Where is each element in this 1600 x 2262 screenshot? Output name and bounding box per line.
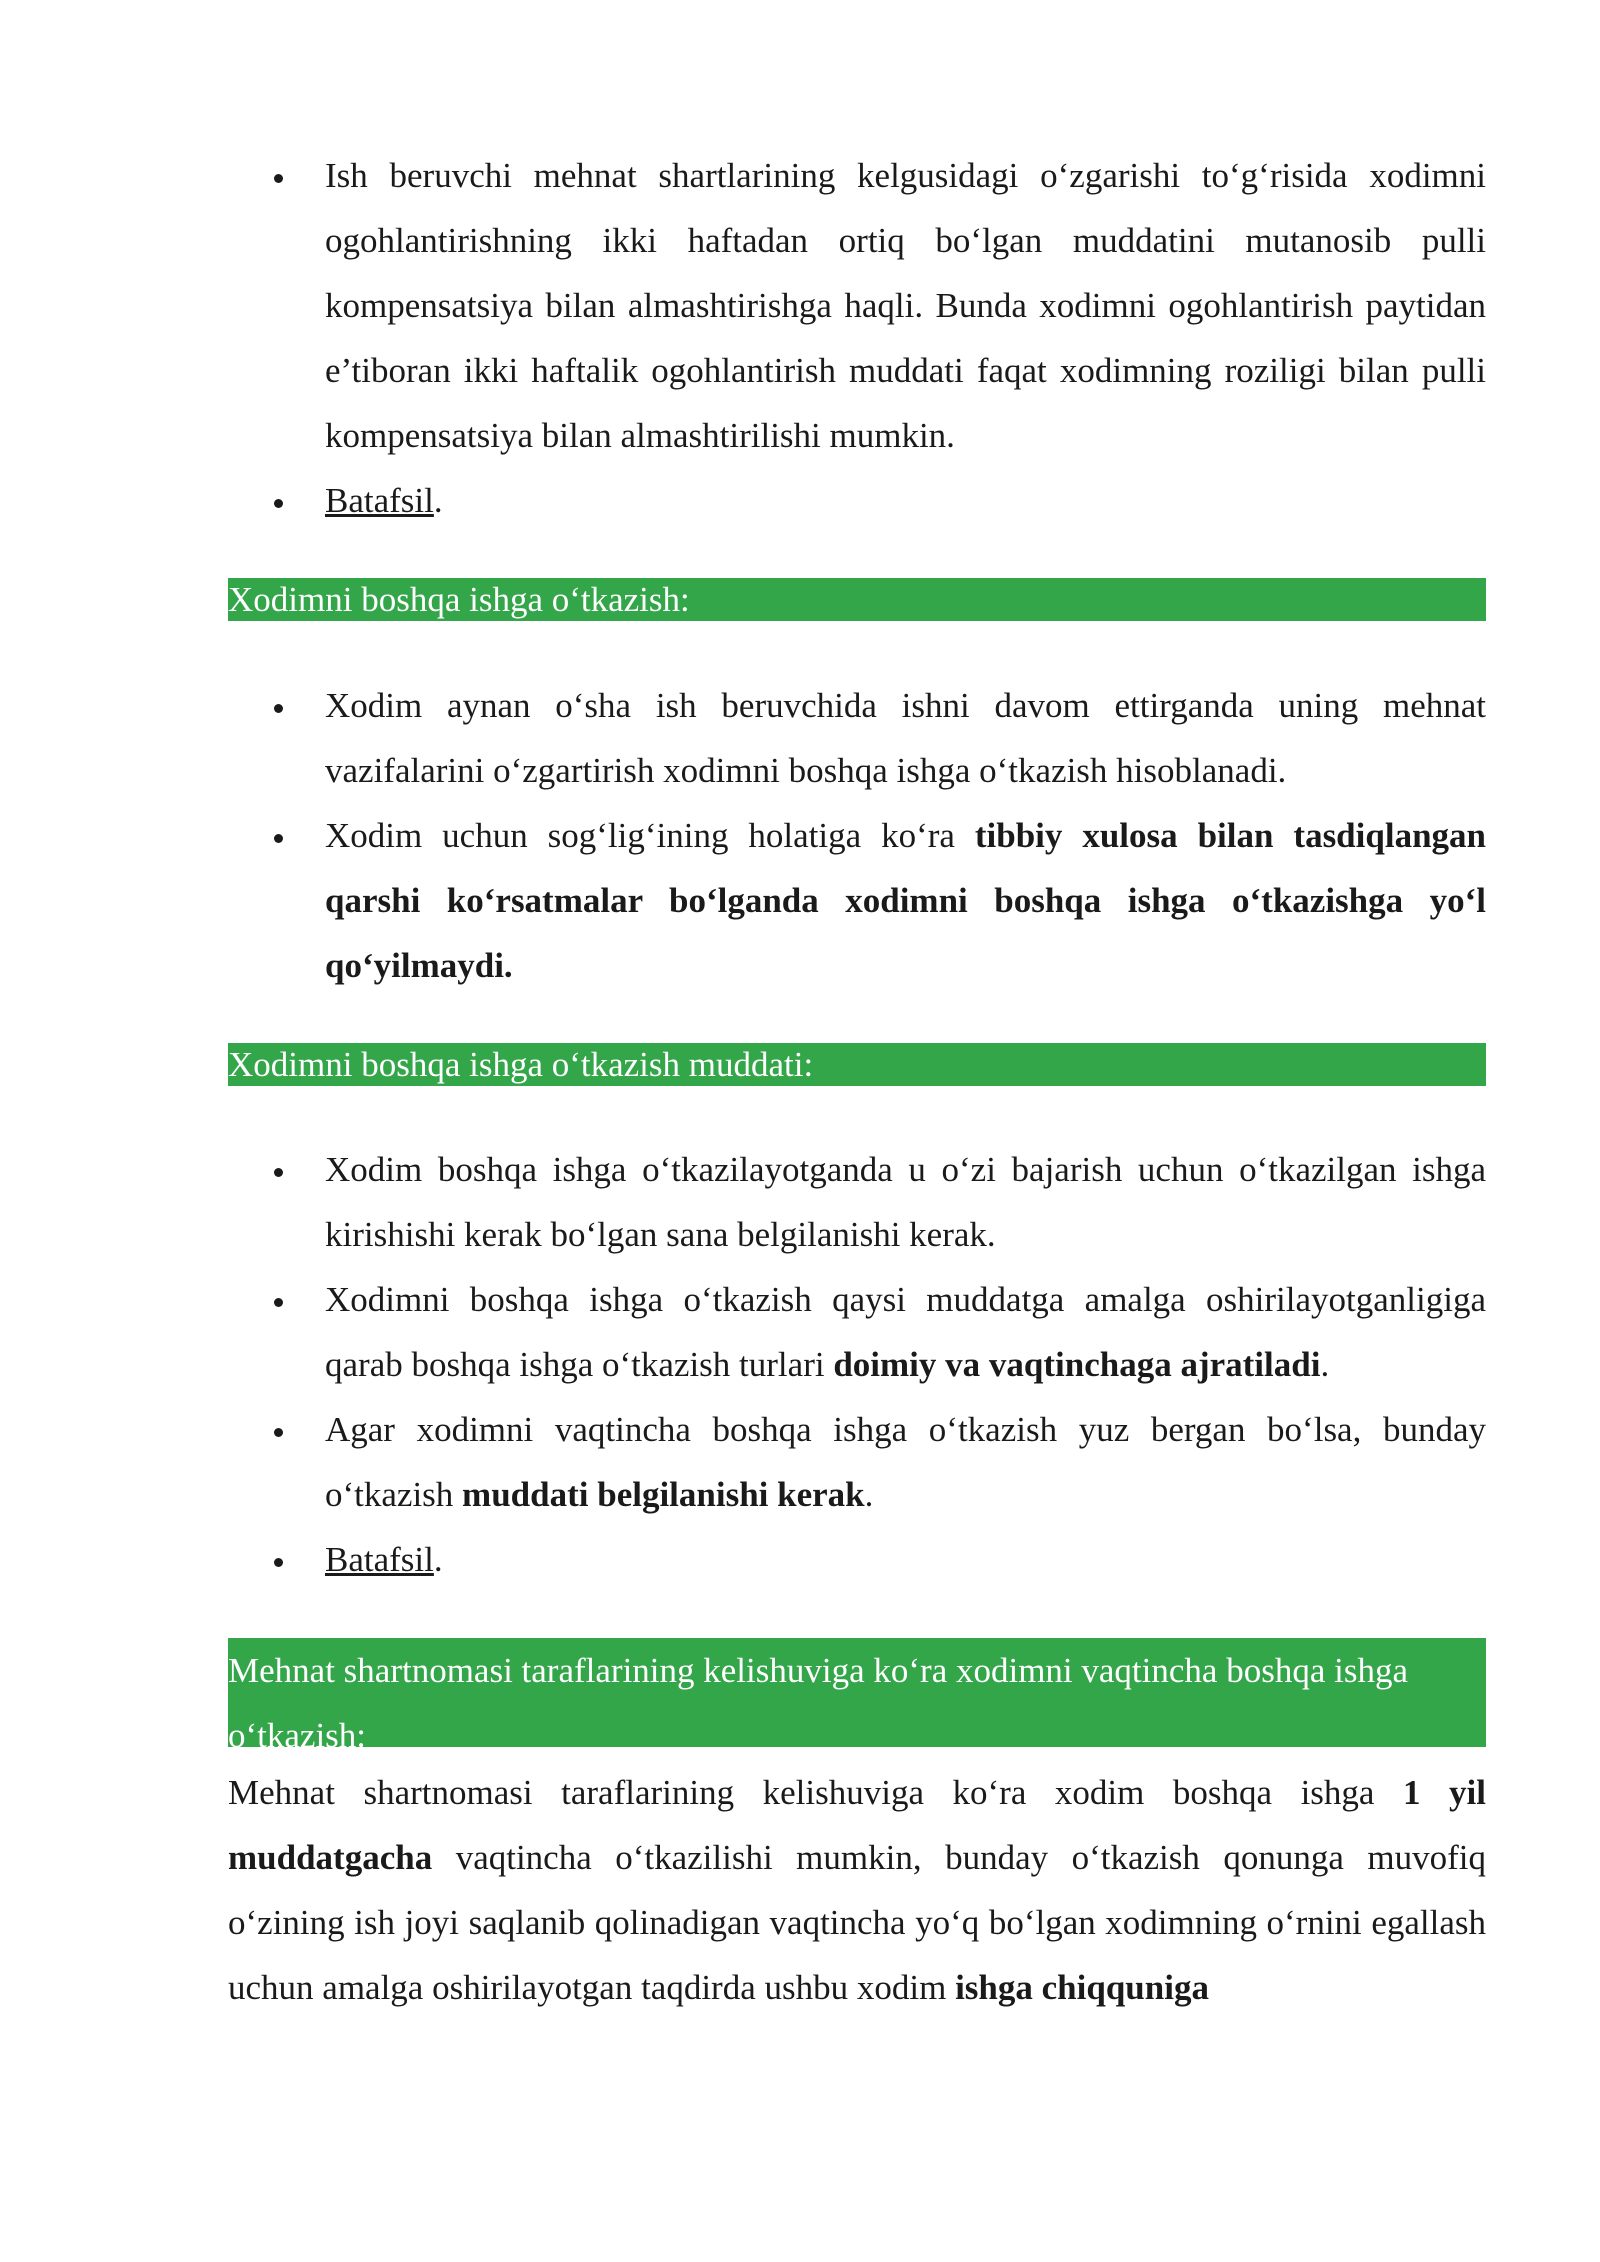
section2-heading-block	[228, 578, 1486, 621]
bullet-icon	[274, 174, 283, 183]
list-item-bold: muddati belgilanishi kerak	[462, 1475, 865, 1514]
section-heading: Mehnat shartnomasi taraflarining kelishuviga ko‘ra xodimni vaqtincha boshqa ishga o‘tkazish:	[228, 1638, 1486, 1747]
list-item	[228, 143, 1486, 468]
para-bold: 1 yil muddatgacha	[228, 1773, 1487, 1877]
section-heading: Xodimni boshqa ishga o‘tkazish muddati:	[228, 1043, 1486, 1086]
section4-para-block	[228, 1760, 1486, 2020]
list-item-text: Xodimni boshqa ishga o‘tkazish qaysi muddatga amalga oshirilayotganligiga qarab boshqa ishga o‘tkazish turlari	[325, 1280, 1486, 1384]
bullet-icon	[274, 1558, 283, 1567]
list-item	[228, 1137, 1486, 1267]
bullet-icon	[274, 704, 283, 713]
para-bold: ishga chiqqun​iga	[955, 1968, 1209, 2007]
list-item	[228, 673, 1486, 803]
body-paragraph	[228, 1760, 1486, 2020]
bullet-icon	[274, 1298, 283, 1307]
para-text: vaqtincha o‘tkazilishi mumkin, bunday o‘tkazish qonunga muvofiq o‘zining ish joyi saqlanib qolinadigan vaqtincha yo‘q bo‘lgan xodimning o‘rnini egallash uchun amalga oshirilayotgan taqdirda ushbu xodim	[228, 1838, 1486, 2007]
list-item-text: Ish beruvchi mehnat shartlarining kelgusidagi o‘zgarishi to‘g‘risida xodimni ogohlantirishning ikki haftadan ortiq bo‘lgan muddatini mutanosib pulli kompensatsiya bilan almashtirishga haqli. Bunda xodimni ogohlantirish paytidan e’tiboran ikki haftalik ogohlantirish muddati faqat xodimning roziligi bilan pulli kompensatsiya bilan almashtirilishi mumkin.	[325, 156, 1486, 455]
list-item-tail: .	[433, 481, 443, 520]
list-item-tail: .	[864, 1475, 874, 1514]
batafsil-link[interactable]: Batafsil	[325, 481, 434, 520]
list-item-bold: tibbiy xulosa bilan tasdiqlangan qarshi ko‘rsatmalar bo‘lganda xodimni boshqa ishga o‘tkazishga yo‘l qo‘yilmaydi.	[325, 816, 1486, 985]
section3-heading-block	[228, 1043, 1486, 1086]
section2-list	[228, 673, 1486, 998]
list-item-tail: .	[433, 1540, 443, 1579]
list-item	[228, 468, 1486, 533]
list-item-text: Xodim uchun sog‘lig‘ining holatiga ko‘ra	[325, 816, 975, 855]
bullet-icon	[274, 1428, 283, 1437]
list-item-text: Agar xodimni vaqtincha boshqa ishga o‘tkazish yuz bergan bo‘lsa, bunday o‘tkazish	[325, 1410, 1486, 1514]
list-item-text: Xodim aynan o‘sha ish beruvchida ishni davom ettirganda uning mehnat vazifalarini o‘zgartirish xodimni boshqa ishga o‘tkazish hisoblanadi.	[325, 686, 1486, 790]
section2-list-block	[228, 673, 1486, 998]
section3-list-block	[228, 1137, 1486, 1592]
section-heading: Xodimni boshqa ishga o‘tkazish:	[228, 578, 1486, 621]
para-text: Mehnat shartnomasi taraflarining kelishuviga ko‘ra xodim boshqa ishga	[228, 1773, 1404, 1812]
list-item	[228, 1397, 1486, 1527]
batafsil-link[interactable]: Batafsil	[325, 1540, 434, 1579]
list-item	[228, 1267, 1486, 1397]
bullet-icon	[274, 499, 283, 508]
list-item-text: Xodim boshqa ishga o‘tkazilayotganda u o‘zi bajarish uchun o‘tkazilgan ishga kirishishi kerak bo‘lgan sana belgilanishi kerak.	[325, 1150, 1486, 1254]
list-item-bold: doimiy va vaqtinchaga ajratiladi	[833, 1345, 1321, 1384]
bullet-icon	[274, 1168, 283, 1177]
list-item-tail: .	[1320, 1345, 1330, 1384]
bullet-icon	[274, 834, 283, 843]
section1-list-block	[228, 143, 1486, 533]
list-item	[228, 803, 1486, 998]
section1-list	[228, 143, 1486, 533]
section3-list	[228, 1137, 1486, 1592]
section4-heading-block	[228, 1638, 1486, 1755]
list-item	[228, 1527, 1486, 1592]
